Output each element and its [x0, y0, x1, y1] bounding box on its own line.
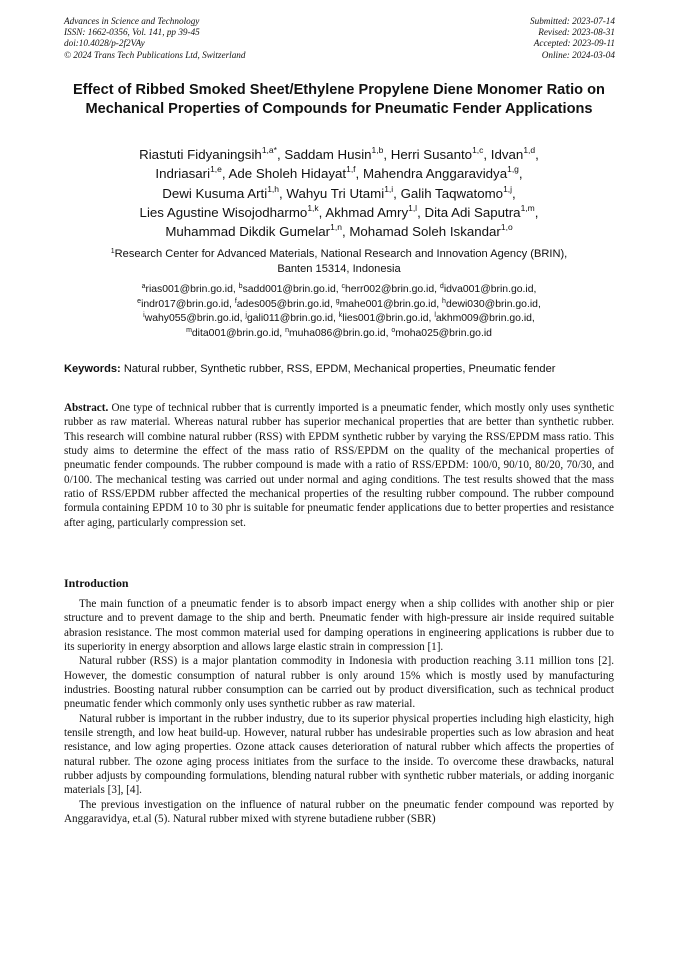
date-submitted: Submitted: 2023-07-14: [530, 16, 615, 26]
keywords: [64, 362, 624, 376]
email-link[interactable]: $^g$mahe001@brin.go.id: [335, 297, 437, 310]
author: Ade Sholeh Hidayat$^{1,f}$: [228, 164, 356, 182]
email-link[interactable]: $^f$ades005@brin.go.id: [234, 297, 330, 310]
keywords-text: Natural rubber, Synthetic rubber, RSS, EPDM, Mechanical properties, Pneumatic fender: [123, 363, 556, 375]
journal-copyright: © 2024 Trans Tech Publications Ltd, Switzerland: [64, 49, 246, 60]
paper-title: Effect of Ribbed Smoked Sheet/Ethylene Propylene Diene Monomer Ratio on Mechanical Properties of Compounds for Pneumatic Fender Applications: [73, 82, 605, 117]
date-online: Online: 2024-03-04: [541, 49, 615, 60]
author: Mohamad Soleh Iskandar$^{1,o}$: [349, 222, 513, 240]
paragraph: Natural rubber (RSS) is a major plantation commodity in Indonesia with production reaching 3.11 million tons [2]. However, the domestic consumption of natural rubber is only around 15% which is mostly used by manufacturing industries. Boosting natural rubber consumption can be carried out by product diversification, such as technical product pneumatic fender which commonly only uses synthetic rubber as raw material.: [64, 655, 614, 711]
author: Wahyu Tri Utami$^{1,i}$: [286, 183, 394, 201]
paragraph: The main function of a pneumatic fender is to absorb impact energy when a ship collides with another ship or pier structure and to prevent damage to the ship and berth. Pneumatic fender with high-pressure air inside required suitable abrasion resistance. The most common material used for damping operations in engineering applications is rubber due to its superiority in energy absorption and allows large elastic strain in compression [1].: [64, 598, 614, 654]
abstract-label: Abstract.: [64, 402, 109, 414]
email-link[interactable]: $^b$sadd001@brin.go.id: [238, 283, 336, 295]
author: Dewi Kusuma Arti$^{1,h}$: [162, 183, 280, 201]
author: Galih Taqwatomo$^{1,j}$: [400, 183, 513, 201]
keywords-label: Keywords:: [64, 363, 121, 375]
email-link[interactable]: $^i$wahy055@brin.go.id: [143, 312, 240, 325]
email-link[interactable]: $^n$muha086@brin.go.id: [285, 326, 386, 339]
email-link[interactable]: $^h$dewi030@brin.go.id: [442, 297, 538, 310]
journal-info: [64, 16, 245, 61]
author-emails: $^a$rias001@brin.go.id, $^b$sadd001@brin.go.id, $^c$herr002@brin.go.id, $^d$idva001@brin.go.id, $^e$indr017@brin.go.id, $^f$ades005@brin.go.id, $^g$mahe001@brin.go.id, $^h$dewi030@brin.go.id, $^i$wahy055@brin.go.id, $^j$gali011@brin.go.id, $^k$lies001@brin.go.id, $^l$akhm009@brin.go.id, $^m$dita001@brin.go.id, $^n$muha086@brin.go.id, $^o$moha025@brin.go.id: [137, 283, 541, 339]
author: Riastuti Fidyaningsih$^{1,a*}$: [139, 145, 277, 162]
abstract: [64, 401, 614, 530]
email-link[interactable]: $^a$rias001@brin.go.id: [141, 283, 233, 295]
email-link[interactable]: $^m$dita001@brin.go.id: [186, 326, 280, 339]
publication-dates: [530, 16, 615, 61]
email-link[interactable]: $^o$moha025@brin.go.id: [391, 326, 492, 339]
introduction-body: [64, 597, 614, 827]
journal-doi: doi:10.4028/p-2f2VAy: [64, 38, 145, 49]
email-link[interactable]: $^d$idva001@brin.go.id: [439, 283, 534, 295]
author-list: Riastuti Fidyaningsih$^{1,a*}$, Saddam Husin$^{1,b}$, Herri Susanto$^{1,c}$, Idvan$^{1,d}$, Indriasari$^{1,e}$, Ade Sholeh Hidayat$^{1,f}$, Mahendra Anggaravidya$^{1,g}$, Dewi Kusuma Arti$^{1,h}$, Wahyu Tri Utami$^{1,i}$, Galih Taqwatomo$^{1,j}$, Lies Agustine Wisojodharmo$^{1,k}$, Akhmad Amry$^{1,l}$, Dita Adi Saputra$^{1,m}$, Muhammad Dikdik Gumelar$^{1,n}$, Mohamad Soleh Iskandar$^{1,o}$: [139, 145, 539, 240]
author: Muhammad Dikdik Gumelar$^{1,n}$: [165, 222, 342, 240]
email-link[interactable]: $^k$lies001@brin.go.id: [338, 312, 429, 325]
section-heading-introduction: Introduction: [64, 576, 129, 590]
author: Herri Susanto$^{1,c}$: [390, 145, 484, 162]
author: Lies Agustine Wisojodharmo$^{1,k}$: [139, 202, 319, 220]
abstract-text: One type of technical rubber that is currently imported is a pneumatic fender, which mostly only uses synthetic rubber as raw material. Whereas natural rubber has superior mechanical properties that are better than synthetic rubber. This research will combine natural rubber (RSS) with EPDM synthetic rubber by varying the RSS/EPDM mass ratio. This study aims to determine the effect of the mass ratio of RSS/EPDM on the quality of the mechanical properties of pneumatic fender compounds. The rubber compound is made with a ratio of RSS/EPDM: 100/0, 90/10, 80/20, 70/30, and 0/100. The mechanical testing was carried out under normal and aging conditions. The test results showed that the mass ratio of RSS/EPDM rubber affected the mechanical properties of the resulting rubber compound. The rubber compound formula containing EPDM 10 to 30 phr is suitable for pneumatic fender applications due to better properties and resistance after aging, particularly compression set.: [64, 402, 614, 529]
journal-name: Advances in Science and Technology: [64, 16, 200, 26]
email-link[interactable]: $^c$herr002@brin.go.id: [341, 283, 435, 295]
email-link[interactable]: $^l$akhm009@brin.go.id: [434, 312, 532, 325]
author: Saddam Husin$^{1,b}$: [284, 145, 384, 162]
author: Idvan$^{1,d}$: [490, 145, 536, 162]
author: Dita Adi Saputra$^{1,m}$: [424, 202, 535, 220]
paragraph: Natural rubber is important in the rubber industry, due to its superior physical properties including high elasticity, high tensile strength, and low heat build-up. However, natural rubber has undesirable properties such as low abrasion and heat resistance, and low aging properties. Ozone attack causes deterioration of natural rubber which affects the properties of natural rubber. The ozone aging process initiates from the surface to the inside. To overcome these drawbacks, natural rubber adjusts by compounding formulations, blending natural rubber with synthetic rubber materials, or adding inorganic materials [3], [4].: [64, 712, 614, 797]
affiliation: $^1$Research Center for Advanced Materials, National Research and Innovation Agency (BRIN), Banten 15314, Indonesia: [110, 248, 568, 275]
email-link[interactable]: $^e$indr017@brin.go.id: [137, 297, 230, 310]
date-accepted: Accepted: 2023-09-11: [533, 38, 615, 49]
date-revised: Revised: 2023-08-31: [538, 27, 615, 38]
author: Akhmad Amry$^{1,l}$: [325, 202, 418, 220]
paragraph: The previous investigation on the influence of natural rubber on the pneumatic fender compound was reported by Anggaravidya, et.al (5). Natural rubber mixed with styrene butadiene rubber (SBR): [64, 798, 614, 826]
email-link[interactable]: $^j$gali011@brin.go.id: [245, 312, 334, 325]
author: Indriasari$^{1,e}$: [155, 164, 222, 182]
author: Mahendra Anggaravidya$^{1,g}$: [362, 164, 519, 182]
journal-issn: ISSN: 1662-0356, Vol. 141, pp 39-45: [64, 27, 200, 38]
